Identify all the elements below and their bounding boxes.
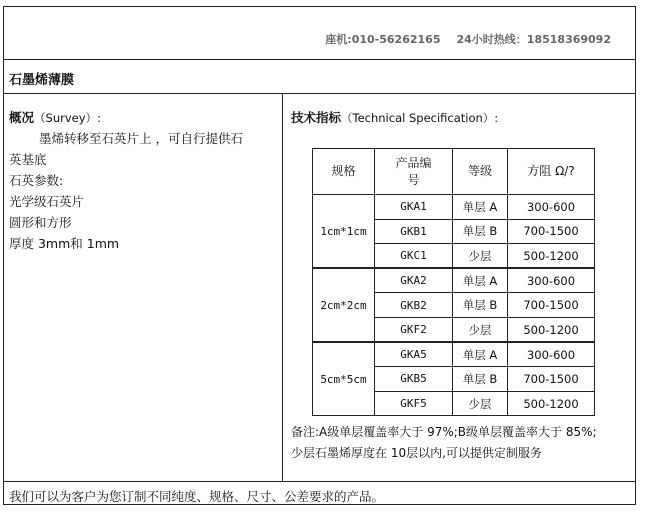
hotline-number: 18518369092 [526, 33, 611, 46]
size-cell: 2cm*2cm [313, 268, 375, 342]
contact-row [4, 7, 635, 60]
spec-heading: 技术指标（Technical Specification）: [291, 110, 499, 125]
survey-line: 墨烯转移至石英片上 ，可自行提供石 [39, 131, 243, 146]
resistance-cell: 700-1500 [508, 293, 595, 318]
footer-text: 我们可以为客户为您订制不同纯度、规格、尺寸、公差要求的产品。 [9, 489, 385, 504]
survey-line: 圆形和方形 [9, 215, 72, 230]
grade-cell: 少层 [453, 317, 508, 342]
resistance-cell: 300-600 [508, 342, 595, 367]
grade-cell: 少层 [453, 244, 508, 269]
grade-cell: 单层 A [453, 195, 508, 220]
column-header-code: 产品编号 [375, 149, 453, 195]
product-sheet [3, 6, 636, 505]
phone-number: 010-56262165 [351, 33, 441, 46]
resistance-cell: 500-1200 [508, 244, 595, 269]
survey-line: 光学级石英片 [9, 194, 85, 209]
spec-table [312, 148, 595, 416]
survey-line: 厚度 3mm和 1mm [9, 236, 120, 251]
code-cell: GKB2 [375, 293, 453, 318]
grade-cell: 单层 A [453, 342, 508, 367]
survey-body [9, 128, 277, 254]
code-cell: GKF5 [375, 391, 453, 416]
note-line: 备注:A级单层覆盖率大于 97%;B级单层覆盖率大于 85%; [291, 425, 597, 439]
product-title: 石墨烯薄膜 [9, 73, 75, 88]
resistance-cell: 700-1500 [508, 367, 595, 392]
column-header-grade: 等级 [453, 149, 508, 195]
phone-label: 座机: [325, 33, 352, 46]
table-row [313, 268, 595, 293]
column-header-resistance: 方阻 Ω/? [508, 149, 595, 195]
resistance-cell: 700-1500 [508, 219, 595, 244]
code-cell: GKA5 [375, 342, 453, 367]
survey-section [4, 94, 283, 481]
note-line: 少层石墨烯厚度在 10层以内,可以提供定制服务 [291, 446, 542, 460]
code-cell: GKF2 [375, 317, 453, 342]
spec-section [283, 94, 635, 481]
resistance-cell: 500-1200 [508, 391, 595, 416]
footer-row [4, 481, 635, 504]
code-cell: GKA1 [375, 195, 453, 220]
grade-cell: 单层 B [453, 293, 508, 318]
code-cell: GKA2 [375, 268, 453, 293]
survey-line: 石英参数: [9, 173, 64, 188]
grade-cell: 单层 B [453, 219, 508, 244]
resistance-cell: 500-1200 [508, 317, 595, 342]
code-cell: GKB5 [375, 367, 453, 392]
column-header-size: 规格 [313, 149, 375, 195]
code-cell: GKC1 [375, 244, 453, 269]
grade-cell: 少层 [453, 391, 508, 416]
survey-heading: 概况（Survey）: [9, 110, 101, 125]
hotline-label: 24小时热线： [456, 33, 527, 46]
table-row [313, 195, 595, 220]
size-cell: 5cm*5cm [313, 342, 375, 416]
table-row [313, 342, 595, 367]
grade-cell: 单层 B [453, 367, 508, 392]
resistance-cell: 300-600 [508, 195, 595, 220]
code-cell: GKB1 [375, 219, 453, 244]
size-cell: 1cm*1cm [313, 195, 375, 269]
contact-info [325, 31, 611, 47]
resistance-cell: 300-600 [508, 268, 595, 293]
survey-line: 英基底 [9, 152, 47, 167]
spec-note [291, 422, 633, 464]
grade-cell: 单层 A [453, 268, 508, 293]
table-header-row [313, 149, 595, 195]
title-row [4, 60, 635, 94]
